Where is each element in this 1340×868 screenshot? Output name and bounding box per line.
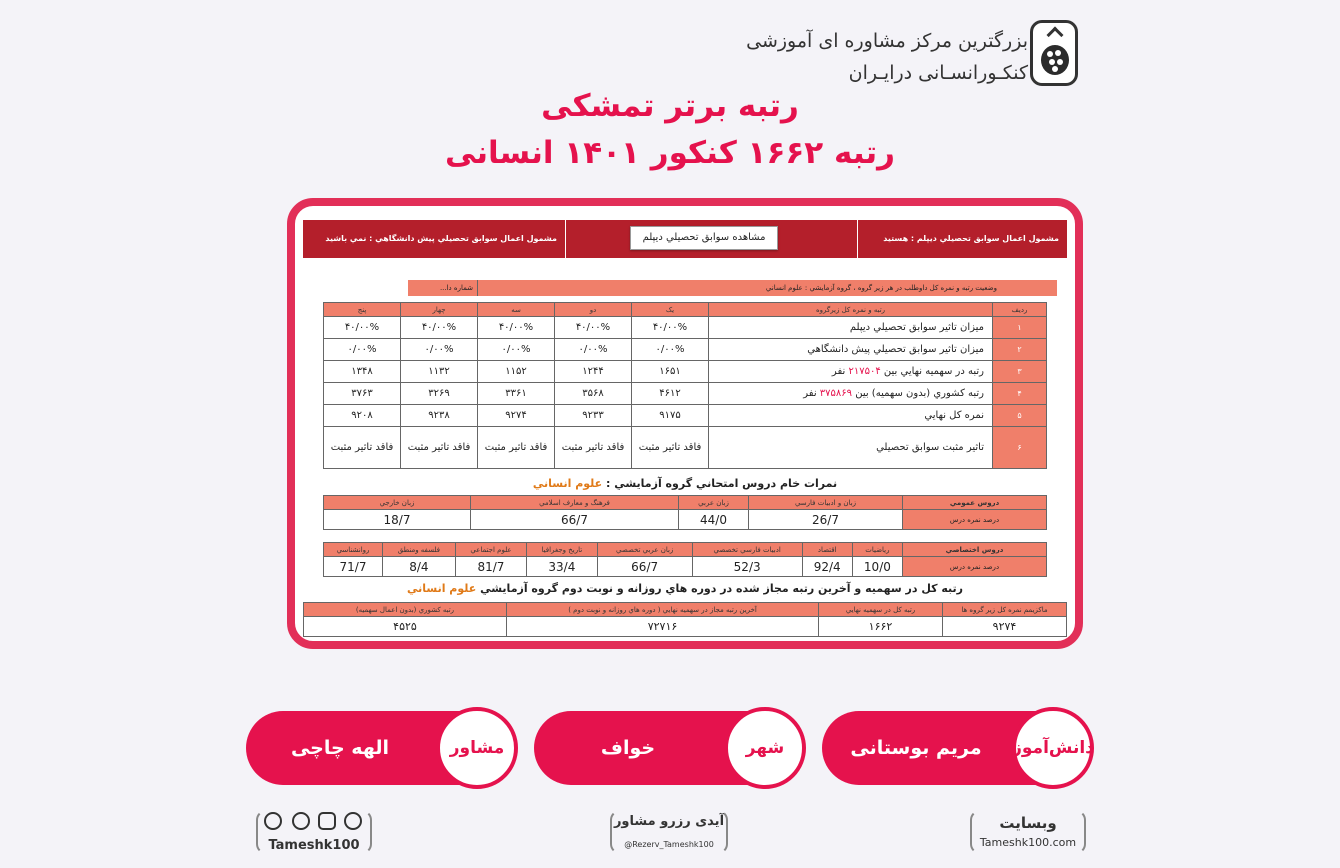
summary-header: رتبه کل در سهمیه نهايي	[819, 603, 943, 617]
value-cell: فاقد تاثير مثبت	[478, 427, 555, 469]
logo-seed	[1049, 59, 1055, 65]
telegram-icon[interactable]	[344, 812, 362, 830]
table-header-5: چهار	[401, 303, 478, 317]
logo-seed	[1055, 50, 1061, 56]
row-index: ۶	[993, 427, 1047, 469]
diploma-button-cell	[565, 220, 857, 258]
value-cell: ۱۱۵۲	[478, 361, 555, 383]
logo-seed	[1047, 51, 1053, 57]
score-cell: 92/4	[802, 557, 852, 577]
student-name: مریم بوستانی	[850, 737, 982, 759]
row-label-part: نفر	[803, 388, 817, 399]
subject-header: زبان عربي	[679, 496, 749, 510]
status-bar	[303, 220, 1067, 258]
row-label-part: ۲۱۷۵۰۴	[848, 366, 881, 377]
subject-header: ادبیات فارسي تخصصي	[692, 543, 802, 557]
score-cell: 66/7	[597, 557, 692, 577]
table-header-6: پنج	[324, 303, 401, 317]
subject-header: تاريخ وجغرافيا	[527, 543, 597, 557]
social-handle[interactable]: Tameshk100	[268, 838, 360, 853]
group-status-text: وضعیت رتبه و نمره کل داوطلب در هر زير گروه ، گروه آزمايشي : علوم انساني	[765, 284, 997, 292]
raw-scores-title: نمرات خام دروس امتحاني گروه آزمايشي : علوم انساني	[532, 477, 838, 490]
value-cell: ۰/۰۰%	[401, 339, 478, 361]
value-cell: ۱۲۴۴	[555, 361, 632, 383]
value-cell: ۱۱۳۲	[401, 361, 478, 383]
table-row	[324, 361, 1047, 383]
logo-seed	[1052, 66, 1058, 72]
website-block	[970, 810, 1086, 854]
diploma-status: مشمول اعمال سوابق تحصیلي ديپلم : هستید	[857, 220, 1067, 258]
page-title: رتبه برتر تمشکی	[541, 88, 799, 124]
website-link[interactable]: Tameshk100.com	[979, 836, 1077, 849]
value-cell: ۰/۰۰%	[632, 339, 709, 361]
value-cell: ۹۱۷۵	[632, 405, 709, 427]
score-cell: 52/3	[692, 557, 802, 577]
value-cell: ۳۷۶۳	[324, 383, 401, 405]
table-row	[324, 317, 1047, 339]
row-label	[709, 383, 993, 405]
subject-header: رياضيات	[852, 543, 902, 557]
website-label: وبسایت	[999, 814, 1057, 832]
summary-header: رتبه کشوري (بدون اعمال سهمیه)	[304, 603, 507, 617]
value-cell: ۹۲۷۴	[478, 405, 555, 427]
brand-tagline: بزرگترین مرکز مشاوره ای آموزشی	[746, 30, 1028, 52]
raspberry-icon	[1041, 45, 1069, 75]
subject-header: روانشناسي	[324, 543, 383, 557]
page-subtitle: رتبه ۱۶۶۲ کنکور ۱۴۰۱ انسانی	[445, 135, 895, 171]
score-cell: 81/7	[455, 557, 526, 577]
row-label-part: رتبه کشوري (بدون سهمیه) بين	[855, 388, 984, 399]
row-label: تاثير مثبت سوابق تحصیلي	[709, 427, 993, 469]
table-header-1: رتبه و نمره کل زيرگروه	[709, 303, 993, 317]
quota-rank-value: ۱۶۶۲	[819, 617, 943, 637]
table-row	[324, 405, 1047, 427]
reserve-block	[610, 810, 728, 854]
score-cell: 66/7	[471, 510, 679, 530]
score-cell: 18/7	[324, 510, 471, 530]
city-name: خواف	[600, 737, 656, 759]
value-cell: ۴۶۱۲	[632, 383, 709, 405]
row-index: ۳	[993, 361, 1047, 383]
score-cell: 26/7	[749, 510, 903, 530]
table-row	[324, 383, 1047, 405]
subject-header: زبان خارجي	[324, 496, 471, 510]
file-number-label: شماره دا...	[408, 280, 478, 296]
row-label-part: نفر	[831, 366, 846, 377]
subject-header: اقتصاد	[802, 543, 852, 557]
rank-summary-table	[303, 602, 1067, 637]
value-cell: ۳۲۶۹	[401, 383, 478, 405]
brand-logo	[1030, 20, 1078, 86]
student-label: دانش‌آموز	[1012, 707, 1094, 789]
value-cell: ۰/۰۰%	[324, 339, 401, 361]
value-cell: فاقد تاثير مثبت	[324, 427, 401, 469]
value-cell: ۹۲۳۸	[401, 405, 478, 427]
globe-icon[interactable]	[264, 812, 282, 830]
score-cell: 44/0	[679, 510, 749, 530]
table-header-2: يک	[632, 303, 709, 317]
leaf-icon	[1047, 27, 1064, 44]
value-cell: ۳۳۶۱	[478, 383, 555, 405]
report-card	[287, 198, 1083, 649]
subject-header: زبان و ادبیات فارسي	[749, 496, 903, 510]
general-subjects-table	[323, 495, 1047, 530]
value-cell: ۴۰/۰۰%	[401, 317, 478, 339]
score-cell: 10/0	[852, 557, 902, 577]
view-diploma-button[interactable]: مشاهده سوابق تحصیلي ديپلم	[630, 226, 778, 250]
row-index: ۴	[993, 383, 1047, 405]
subject-header: فرهنگ و معارف اسلامي	[471, 496, 679, 510]
brand-subtitle: کنکـورانسـانی درایـران	[848, 62, 1028, 84]
last-allowed-rank-value: ۷۲۷۱۶	[507, 617, 819, 637]
row-label: درصد نمره درس	[903, 557, 1047, 577]
general-label: دروس عمومي	[903, 496, 1047, 510]
score-cell: 33/4	[527, 557, 597, 577]
row-label: نمره کل نهايي	[709, 405, 993, 427]
specialized-subjects-table	[323, 542, 1047, 577]
instagram-icon[interactable]	[318, 812, 336, 830]
summary-header: آخرين رتبه مجاز در سهمیه نهايي ( دوره هاي روزانه و نوبت دوم )	[507, 603, 819, 617]
table-header-0: رديف	[993, 303, 1047, 317]
subgroup-table	[323, 302, 1047, 469]
row-index: ۲	[993, 339, 1047, 361]
value-cell: فاقد تاثير مثبت	[555, 427, 632, 469]
value-cell: ۱۶۵۱	[632, 361, 709, 383]
rank-summary-title: رتبه کل در سهمیه و آخرين رتبه مجاز شده در دوره هاي روزانه و نوبت دوم گروه آزمايشي علوم انساني	[406, 582, 963, 595]
row-index: ۱	[993, 317, 1047, 339]
subject-header: فلسفه ومنطق	[382, 543, 455, 557]
table-header-4: سه	[478, 303, 555, 317]
city-pill	[534, 711, 804, 785]
value-cell: ۹۲۳۳	[555, 405, 632, 427]
eitaa-icon[interactable]	[292, 812, 310, 830]
value-cell: فاقد تاثير مثبت	[632, 427, 709, 469]
preuni-status: مشمول اعمال سوابق تحصیلي پیش دانشگاهي : نمي باشيد	[325, 234, 557, 243]
value-cell: ۴۰/۰۰%	[555, 317, 632, 339]
value-cell: ۰/۰۰%	[555, 339, 632, 361]
row-label: ميزان تاثير سوابق تحصیلي پیش دانشگاهي	[709, 339, 993, 361]
value-cell: ۰/۰۰%	[478, 339, 555, 361]
table-header-3: دو	[555, 303, 632, 317]
score-cell: 71/7	[324, 557, 383, 577]
row-label	[709, 361, 993, 383]
score-cell: 8/4	[382, 557, 455, 577]
row-label: درصد نمره درس	[903, 510, 1047, 530]
value-cell: ۴۰/۰۰%	[478, 317, 555, 339]
advisor-label: مشاور	[436, 707, 518, 789]
value-cell: ۳۵۶۸	[555, 383, 632, 405]
advisor-name: الهه چاچی	[290, 737, 390, 759]
advisor-pill	[246, 711, 516, 785]
value-cell: ۱۳۴۸	[324, 361, 401, 383]
status-row	[313, 280, 1057, 296]
table-row	[324, 339, 1047, 361]
row-label-part: ۳۷۵۸۶۹	[819, 388, 853, 399]
table-row	[324, 427, 1047, 469]
row-label-part: رتبه در سهمیه نهايي بين	[883, 366, 984, 377]
summary-header: ماکزيمم نمره کل زير گروه ها	[943, 603, 1067, 617]
reserve-label: آیدی رزرو مشاور	[613, 814, 725, 829]
row-index: ۵	[993, 405, 1047, 427]
value-cell: فاقد تاثير مثبت	[401, 427, 478, 469]
value-cell: ۴۰/۰۰%	[632, 317, 709, 339]
subject-header: علوم اجتماعي	[455, 543, 526, 557]
city-label: شهر	[724, 707, 806, 789]
max-score-value: ۹۲۷۴	[943, 617, 1067, 637]
specialized-label: دروس اختصاصي	[903, 543, 1047, 557]
student-pill	[822, 711, 1092, 785]
redacted-field	[313, 280, 408, 296]
logo-seed	[1057, 59, 1063, 65]
reserve-id[interactable]: @Rezerv_Tameshk100	[624, 840, 714, 849]
national-rank-value: ۴۵۲۵	[304, 617, 507, 637]
value-cell: ۹۲۰۸	[324, 405, 401, 427]
table-header-row	[324, 303, 1047, 317]
value-cell: ۴۰/۰۰%	[324, 317, 401, 339]
row-label: ميزان تاثير سوابق تحصیلي ديپلم	[709, 317, 993, 339]
subject-header: زبان عربي تخصصي	[597, 543, 692, 557]
